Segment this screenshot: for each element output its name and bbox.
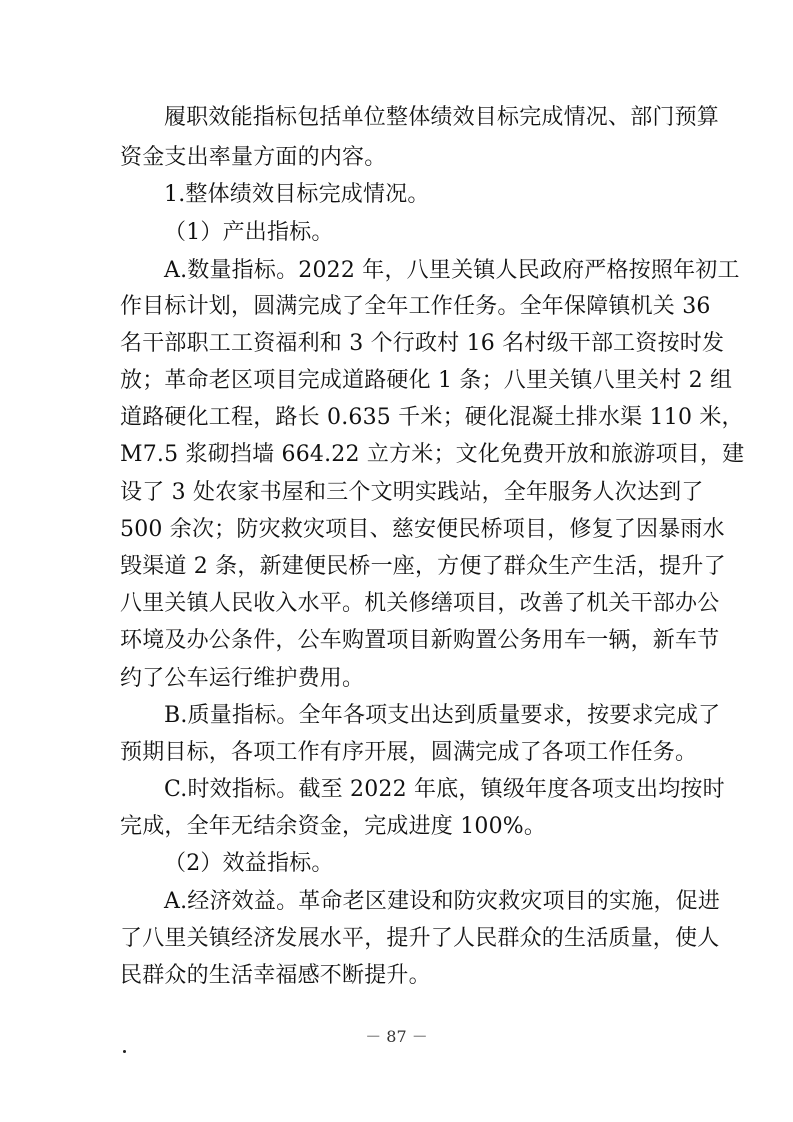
paragraph-line-quantity-8: 500 余次；防灾救灾项目、慈安便民桥项目，修复了因暴雨水 (120, 517, 725, 542)
paragraph-line-quantity-11: 环境及办公条件，公车购置项目新购置公务用车一辆，新车节 (120, 628, 720, 653)
paragraph-line-2: 资金支出率量方面的内容。 (120, 145, 387, 170)
page-number: － 87 － (365, 1027, 428, 1046)
paragraph-line-quantity-4: 放；革命老区项目完成道路硬化 1 条；八里关镇八里关村 2 组 (120, 368, 733, 393)
paragraph-line-1: 履职效能指标包括单位整体绩效目标完成情况、部门预算 (164, 105, 720, 130)
paragraph-line-quantity-12: 约了公车运行维护费用。 (120, 666, 365, 691)
paragraph-line-quantity-2: 作目标计划，圆满完成了全年工作任务。全年保障镇机关 36 (120, 294, 711, 319)
paragraph-line-timeliness-2: 完成，全年无结余资金，完成进度 100%。 (120, 814, 547, 839)
paragraph-line-economic-1: A.经济效益。革命老区建设和防灾救灾项目的实施，促进 (164, 889, 721, 914)
decorative-dot (123, 1050, 126, 1053)
subsection-heading-output: （1）产出指标。 (164, 220, 334, 245)
paragraph-line-quantity-3: 名干部职工工资福利和 3 个行政村 16 名村级干部工资按时发 (120, 331, 725, 356)
paragraph-line-quantity-9: 毁渠道 2 条，新建便民桥一座，方便了群众生产生活，提升了 (120, 554, 726, 579)
paragraph-line-economic-3: 民群众的生活幸福感不断提升。 (120, 963, 431, 988)
paragraph-line-quantity-10: 八里关镇人民收入水平。机关修缮项目，改善了机关干部办公 (120, 591, 720, 616)
subsection-heading-benefit: （2）效益指标。 (164, 851, 334, 876)
paragraph-line-economic-2: 了八里关镇经济发展水平，提升了人民群众的生活质量，使人 (120, 926, 720, 951)
paragraph-line-quantity-1: A.数量指标。2022 年，八里关镇人民政府严格按照年初工 (164, 258, 740, 283)
paragraph-line-quantity-6: M7.5 浆砌挡墙 664.22 立方米；文化免费开放和旅游项目，建 (120, 442, 745, 467)
paragraph-line-quality-1: B.质量指标。全年各项支出达到质量要求，按要求完成了 (164, 703, 721, 728)
paragraph-line-timeliness-1: C.时效指标。截至 2022 年底，镇级年度各项支出均按时 (164, 777, 725, 802)
section-heading-1: 1.整体绩效目标完成情况。 (164, 182, 430, 207)
paragraph-line-quantity-7: 设了 3 处农家书屋和三个文明实践站，全年服务人次达到了 (120, 480, 704, 505)
paragraph-line-quantity-5: 道路硬化工程，路长 0.635 千米；硬化混凝土排水渠 110 米， (120, 405, 744, 430)
paragraph-line-quality-2: 预期目标，各项工作有序开展，圆满完成了各项工作任务。 (120, 740, 698, 765)
